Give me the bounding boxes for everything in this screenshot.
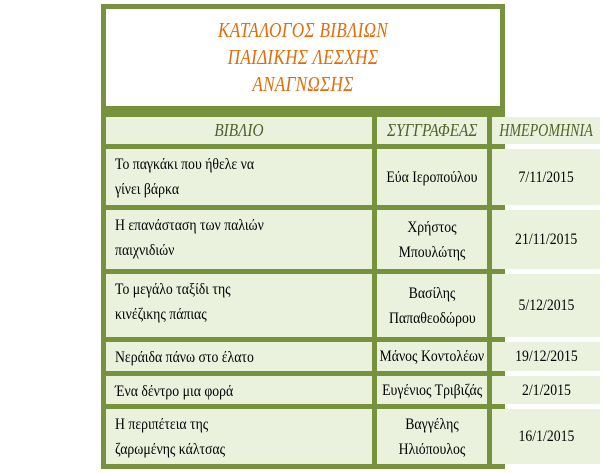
date-5: 2/1/2015 — [521, 381, 571, 399]
date-1: 7/11/2015 — [518, 168, 574, 186]
table-row-5-date — [492, 376, 600, 404]
title-separator — [106, 106, 500, 112]
column-header-book-label: ΒΙΒΛΙΟ — [214, 120, 264, 140]
author-3: Βασίλης Παπαθεοδώρου — [389, 284, 476, 327]
date-3: 5/12/2015 — [518, 297, 574, 314]
column-header-date-label: ΗΜΕΡΟΜΗΝΙΑ — [499, 120, 593, 140]
author-4: Μάνος Κοντολέων — [379, 348, 485, 365]
column-header-author-label: ΣΥΓΓΡΑΦΕΑΣ — [386, 120, 478, 140]
column-header-author — [377, 117, 487, 144]
table-row-2-book — [106, 210, 372, 269]
table-row-1-author — [377, 149, 487, 205]
table-row-5-author — [377, 376, 487, 404]
column-header-date — [492, 117, 600, 144]
book-catalog-table — [101, 4, 593, 469]
table-row-2-author — [377, 210, 487, 269]
column-header-book — [106, 117, 372, 144]
table-row-2-date — [492, 210, 600, 269]
table-title-cell — [106, 9, 500, 106]
table-row-6-author — [377, 409, 487, 464]
author-2: Χρήστος Μπουλώτης — [398, 218, 466, 261]
book-title-2: Η επανάσταση των παλιών παιχνιδιών — [115, 217, 264, 259]
date-2: 21/11/2015 — [514, 231, 578, 248]
table-row-3-book — [106, 274, 372, 337]
author-1: Εύα Ιεροπούλου — [386, 168, 478, 186]
book-title-4: Νεράιδα πάνω στο έλατο — [115, 349, 254, 366]
table-row-1-date — [492, 149, 600, 205]
table-row-4-book — [106, 342, 372, 371]
table-row-5-book — [106, 376, 372, 404]
book-title-3: Το μεγάλο ταξίδι της κινέζικης πάπιας — [115, 281, 231, 323]
author-6: Βαγγέλης Ηλιόπουλος — [398, 415, 466, 458]
table-row-6-date — [492, 409, 600, 464]
table-row-1-book — [106, 149, 372, 205]
table-row-6-book — [106, 409, 372, 464]
date-4: 19/12/2015 — [514, 348, 578, 365]
book-title-6: Η περιπέτεια της ζαρωμένης κάλτσας — [115, 416, 226, 458]
date-6: 16/1/2015 — [518, 428, 574, 445]
table-row-3-author — [377, 274, 487, 337]
author-5: Ευγένιος Τριβιζάς — [381, 381, 483, 399]
table-row-3-date — [492, 274, 600, 337]
table-row-4-date — [492, 342, 600, 371]
table-title: ΚΑΤΑΛΟΓΟΣ ΒΙΒΛΙΩΝ ΠΑΙΔΙΚΗΣ ΛΕΣΧΗΣ ΑΝΑΓΝΩΣΗΣ — [217, 18, 389, 96]
table-row-4-author — [377, 342, 487, 371]
book-title-5: Ένα δέντρο μια φορά — [115, 383, 234, 400]
book-title-1: Το παγκάκι που ήθελε να γίνει βάρκα — [115, 156, 255, 198]
